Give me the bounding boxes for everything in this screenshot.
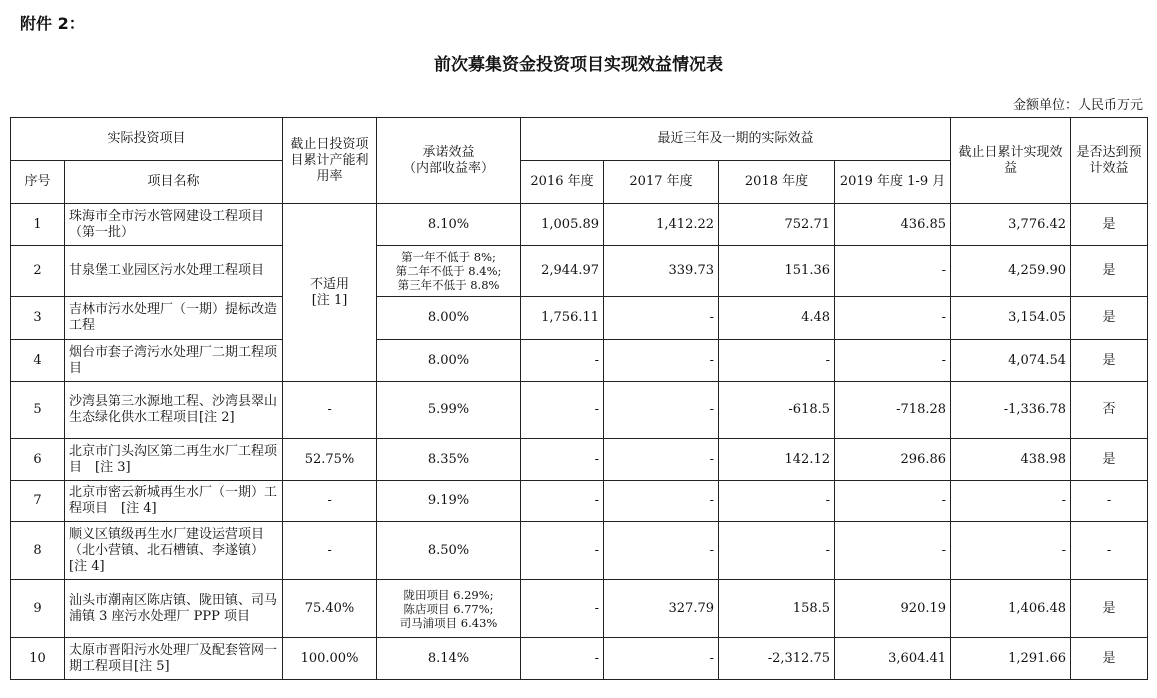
cell-2019: -	[835, 297, 951, 340]
cell-2016: -	[521, 439, 604, 481]
committed-line: 第三年不低于 8.8%	[397, 278, 500, 292]
cell-2016: -	[521, 522, 604, 580]
cell-2016: -	[521, 481, 604, 522]
cell-achieved: -	[1071, 481, 1148, 522]
cell-capacity: -	[283, 382, 377, 439]
cell-project-name: 北京市密云新城再生水厂（一期）工程项目 [注 4]	[65, 481, 283, 522]
cell-2018: -	[719, 340, 835, 382]
capacity-merged-line2: [注 1]	[311, 292, 348, 308]
committed-line: 第二年不低于 8.4%;	[395, 264, 502, 278]
cell-2017: -	[604, 439, 719, 481]
cell-2017: -	[604, 340, 719, 382]
committed-line: 第一年不低于 8%;	[401, 250, 496, 264]
cell-committed	[377, 340, 521, 382]
table-row	[11, 204, 1148, 246]
cell-achieved: 是	[1071, 439, 1148, 481]
cell-achieved: 是	[1071, 246, 1148, 297]
cell-seq: 5	[11, 382, 65, 439]
cell-project-name: 北京市门头沟区第二再生水厂工程项目 [注 3]	[65, 439, 283, 481]
cell-achieved: 是	[1071, 638, 1148, 680]
cell-seq: 1	[11, 204, 65, 246]
cell-committed	[377, 522, 521, 580]
header-recent: 最近三年及一期的实际效益	[521, 118, 951, 161]
cell-capacity: 52.75%	[283, 439, 377, 481]
cell-cumulative: 1,291.66	[951, 638, 1071, 680]
cell-cumulative: 1,406.48	[951, 580, 1071, 638]
cell-committed	[377, 580, 521, 638]
header-2016: 2016 年度	[521, 161, 604, 204]
header-committed	[377, 118, 521, 204]
cell-2017: -	[604, 638, 719, 680]
cell-project-name: 吉林市污水处理厂（一期）提标改造工程	[65, 297, 283, 340]
committed-line: 8.35%	[427, 451, 470, 467]
cell-2019: -	[835, 522, 951, 580]
cell-2019: -	[835, 340, 951, 382]
cell-cumulative: 3,154.05	[951, 297, 1071, 340]
committed-line: 5.99%	[427, 402, 470, 417]
cell-achieved: -	[1071, 522, 1148, 580]
cell-capacity: -	[283, 481, 377, 522]
cell-capacity: 75.40%	[283, 580, 377, 638]
cell-2016: 1,756.11	[521, 297, 604, 340]
cell-project-name: 珠海市全市污水管网建设工程项目（第一批）	[65, 204, 283, 246]
table-row	[11, 246, 1148, 297]
table-row	[11, 522, 1148, 580]
cell-committed	[377, 204, 521, 246]
header-2017: 2017 年度	[604, 161, 719, 204]
currency-unit: 金额单位：人民币万元	[1012, 98, 1143, 113]
table-row	[11, 439, 1148, 481]
cell-2018: 4.48	[719, 297, 835, 340]
header-committed-label: 承诺效益	[422, 144, 475, 160]
header-cumulative: 截止日累计实现效益	[951, 118, 1071, 204]
cell-seq: 9	[11, 580, 65, 638]
cell-achieved: 是	[1071, 297, 1148, 340]
cell-2019: 436.85	[835, 204, 951, 246]
benefit-table	[10, 117, 1148, 680]
cell-cumulative: 3,776.42	[951, 204, 1071, 246]
header-seq: 序号	[11, 161, 65, 204]
cell-2019: 920.19	[835, 580, 951, 638]
table-row	[11, 638, 1148, 680]
cell-cumulative: 438.98	[951, 439, 1071, 481]
cell-2016: -	[521, 382, 604, 439]
cell-committed	[377, 246, 521, 297]
committed-line: 8.14%	[427, 650, 470, 666]
capacity-merged-line1: 不适用	[310, 276, 350, 292]
header-achieved: 是否达到预计效益	[1071, 118, 1148, 204]
cell-seq: 4	[11, 340, 65, 382]
header-2019: 2019 年度 1-9 月	[835, 161, 951, 204]
cell-2016: -	[521, 340, 604, 382]
cell-committed	[377, 439, 521, 481]
cell-seq: 10	[11, 638, 65, 680]
cell-2017: 339.73	[604, 246, 719, 297]
cell-2018: 158.5	[719, 580, 835, 638]
cell-2016: -	[521, 638, 604, 680]
cell-project-name: 顺义区镇级再生水厂建设运营项目（北小营镇、北石槽镇、李遂镇） [注 4]	[65, 522, 283, 580]
page-title: 前次募集资金投资项目实现效益情况表	[434, 55, 723, 75]
cell-project-name: 沙湾县第三水源地工程、沙湾县翠山生态绿化供水工程项目[注 2]	[65, 382, 283, 439]
header-2018: 2018 年度	[719, 161, 835, 204]
cell-2017: -	[604, 382, 719, 439]
cell-project-name: 汕头市潮南区陈店镇、陇田镇、司马浦镇 3 座污水处理厂 PPP 项目	[65, 580, 283, 638]
cell-2017: 1,412.22	[604, 204, 719, 246]
cell-achieved: 否	[1071, 382, 1148, 439]
cell-seq: 3	[11, 297, 65, 340]
cell-2018: -2,312.75	[719, 638, 835, 680]
cell-2017: 327.79	[604, 580, 719, 638]
cell-2018: -	[719, 481, 835, 522]
cell-seq: 6	[11, 439, 65, 481]
cell-seq: 7	[11, 481, 65, 522]
cell-capacity: 100.00%	[283, 638, 377, 680]
cell-cumulative: -1,336.78	[951, 382, 1071, 439]
cell-committed	[377, 297, 521, 340]
cell-committed	[377, 481, 521, 522]
cell-2016: -	[521, 580, 604, 638]
table-row	[11, 382, 1148, 439]
cell-2019: 3,604.41	[835, 638, 951, 680]
committed-line: 8.10%	[427, 216, 470, 232]
committed-line: 8.00%	[427, 310, 470, 325]
header-name: 项目名称	[65, 161, 283, 204]
cell-2018: -	[719, 522, 835, 580]
cell-2019: -718.28	[835, 382, 951, 439]
cell-cumulative: -	[951, 481, 1071, 522]
cell-project-name: 甘泉堡工业园区污水处理工程项目	[65, 246, 283, 297]
cell-achieved: 是	[1071, 340, 1148, 382]
cell-2019: -	[835, 481, 951, 522]
cell-2017: -	[604, 522, 719, 580]
committed-line: 8.50%	[427, 542, 470, 558]
cell-2018: 142.12	[719, 439, 835, 481]
cell-project-name: 太原市晋阳污水处理厂及配套管网一期工程项目[注 5]	[65, 638, 283, 680]
cell-2018: 752.71	[719, 204, 835, 246]
cell-cumulative: 4,259.90	[951, 246, 1071, 297]
committed-line: 8.00%	[427, 352, 470, 368]
committed-line: 9.19%	[427, 493, 470, 508]
cell-committed	[377, 382, 521, 439]
header-capacity: 截止日投资项目累计产能利用率	[283, 118, 377, 204]
table-row	[11, 580, 1148, 638]
table-row	[11, 481, 1148, 522]
cell-2018: -618.5	[719, 382, 835, 439]
attachment-label: 附件 2：	[20, 14, 85, 33]
cell-committed	[377, 638, 521, 680]
header-actual-project: 实际投资项目	[11, 118, 283, 161]
committed-line: 司马浦项目 6.43%	[399, 615, 498, 630]
cell-2017: -	[604, 297, 719, 340]
committed-line: 陈店项目 6.77%;	[403, 601, 494, 616]
table-row	[11, 340, 1148, 382]
cell-2017: -	[604, 481, 719, 522]
committed-line: 陇田项目 6.29%;	[403, 587, 494, 602]
cell-achieved: 是	[1071, 204, 1148, 246]
cell-2016: 2,944.97	[521, 246, 604, 297]
cell-project-name: 烟台市套子湾污水处理厂二期工程项目	[65, 340, 283, 382]
cell-2018: 151.36	[719, 246, 835, 297]
cell-seq: 2	[11, 246, 65, 297]
cell-achieved: 是	[1071, 580, 1148, 638]
cell-seq: 8	[11, 522, 65, 580]
cell-capacity-merged	[283, 204, 377, 382]
header-committed-sub: （内部收益率）	[403, 160, 495, 176]
cell-cumulative: -	[951, 522, 1071, 580]
table-row	[11, 297, 1148, 340]
cell-2019: -	[835, 246, 951, 297]
cell-cumulative: 4,074.54	[951, 340, 1071, 382]
cell-2019: 296.86	[835, 439, 951, 481]
cell-capacity: -	[283, 522, 377, 580]
cell-2016: 1,005.89	[521, 204, 604, 246]
